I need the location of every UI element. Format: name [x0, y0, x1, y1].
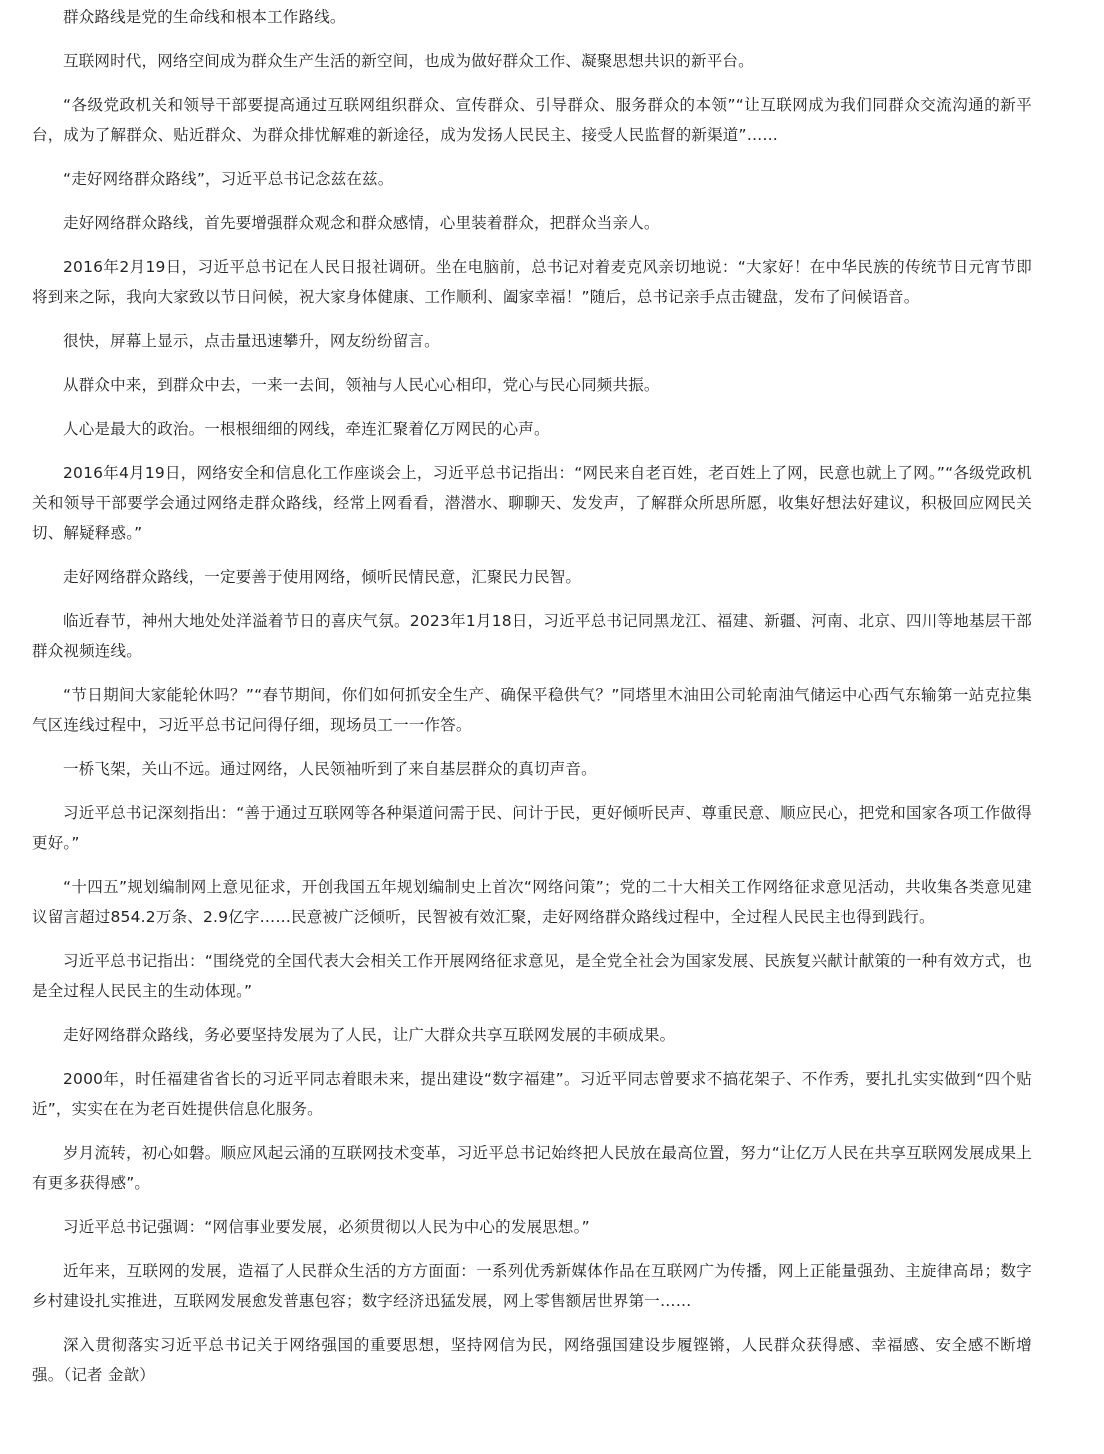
paragraph: “走好网络群众路线”，习近平总书记念兹在兹。	[63, 170, 394, 188]
paragraph: 一桥飞架，关山不远。通过网络，人民领袖听到了来自基层群众的真切声音。	[63, 760, 597, 778]
paragraph: 2016年4月19日，网络安全和信息化工作座谈会上，习近平总书记指出：“网民来自老百姓，老百姓上了网，民意也就上了网。”“各级党政机关和领导干部要学会通过网络走群众路线，经常上网看看，潜潜水、聊聊天、发发声，了解群众所思所愿，收集好想法好建议，积极回应网民关切、解疑释惑。”	[32, 464, 1032, 542]
paragraph: 2016年2月19日，习近平总书记在人民日报社调研。坐在电脑前，总书记对着麦克风亲切地说：“大家好！在中华民族的传统节日元宵节即将到来之际，我向大家致以节日问候，祝大家身体健康、工作顺利、阖家幸福！”随后，总书记亲手点击键盘，发布了问候语音。	[32, 258, 1032, 306]
paragraph: 岁月流转，初心如磐。顺应风起云涌的互联网技术变革，习近平总书记始终把人民放在最高位置，努力“让亿万人民在共享互联网发展成果上有更多获得感”。	[32, 1144, 1032, 1192]
paragraph: “十四五”规划编制网上意见征求，开创我国五年规划编制史上首次“网络问策”；党的二十大相关工作网络征求意见活动，共收集各类意见建议留言超过854.2万条、2.9亿字……民意被广泛倾听，民智被有效汇聚，走好网络群众路线过程中，全过程人民民主也得到践行。	[32, 878, 1032, 926]
paragraph: 互联网时代，网络空间成为群众生产生活的新空间，也成为做好群众工作、凝聚思想共识的新平台。	[63, 52, 754, 70]
paragraph: 习近平总书记强调：“网信事业要发展，必须贯彻以人民为中心的发展思想。”	[63, 1218, 590, 1236]
paragraph: 很快，屏幕上显示，点击量迅速攀升，网友纷纷留言。	[63, 332, 440, 350]
paragraph: 临近春节，神州大地处处洋溢着节日的喜庆气氛。2023年1月18日，习近平总书记同黑龙江、福建、新疆、河南、北京、四川等地基层干部群众视频连线。	[32, 612, 1032, 660]
paragraph: 习近平总书记深刻指出：“善于通过互联网等各种渠道问需于民、问计于民，更好倾听民声、尊重民意、顺应民心，把党和国家各项工作做得更好。”	[32, 804, 1032, 852]
paragraph: 习近平总书记指出：“围绕党的全国代表大会相关工作开展网络征求意见，是全党全社会为国家发展、民族复兴献计献策的一种有效方式，也是全过程人民民主的生动体现。”	[32, 952, 1032, 1000]
paragraph: 走好网络群众路线，首先要增强群众观念和群众感情，心里装着群众，把群众当亲人。	[63, 214, 660, 232]
paragraph-with-byline: 深入贯彻落实习近平总书记关于网络强国的重要思想，坚持网信为民，网络强国建设步履铿锵，人民群众获得感、幸福感、安全感不断增强。（记者 金歆）	[32, 1336, 1032, 1384]
paragraph: 从群众中来，到群众中去，一来一去间，领袖与人民心心相印，党心与民心同频共振。	[63, 376, 660, 394]
paragraph: 走好网络群众路线，一定要善于使用网络，倾听民情民意，汇聚民力民智。	[63, 568, 582, 586]
article-body	[32, 2, 1032, 1404]
paragraph: 2000年，时任福建省省长的习近平同志着眼未来，提出建设“数字福建”。习近平同志曾要求不搞花架子、不作秀，要扎扎实实做到“四个贴近”，实实在在为老百姓提供信息化服务。	[32, 1070, 1032, 1118]
paragraph: “各级党政机关和领导干部要提高通过互联网组织群众、宣传群众、引导群众、服务群众的本领”“让互联网成为我们同群众交流沟通的新平台，成为了解群众、贴近群众、为群众排忧解难的新途径，成为发扬人民民主、接受人民监督的新渠道”……	[32, 96, 1032, 144]
paragraph: 人心是最大的政治。一根根细细的网线，牵连汇聚着亿万网民的心声。	[63, 420, 550, 438]
paragraph: 近年来，互联网的发展，造福了人民群众生活的方方面面：一系列优秀新媒体作品在互联网广为传播，网上正能量强劲、主旋律高昂；数字乡村建设扎实推进，互联网发展愈发普惠包容；数字经济迅猛发展，网上零售额居世界第一……	[32, 1262, 1032, 1310]
paragraph: “节日期间大家能轮休吗？”“春节期间，你们如何抓安全生产、确保平稳供气？”同塔里木油田公司轮南油气储运中心西气东输第一站克拉集气区连线过程中，习近平总书记问得仔细，现场员工一一作答。	[32, 686, 1032, 734]
paragraph: 走好网络群众路线，务必要坚持发展为了人民，让广大群众共享互联网发展的丰硕成果。	[63, 1026, 676, 1044]
paragraph: 群众路线是党的生命线和根本工作路线。	[63, 8, 346, 26]
